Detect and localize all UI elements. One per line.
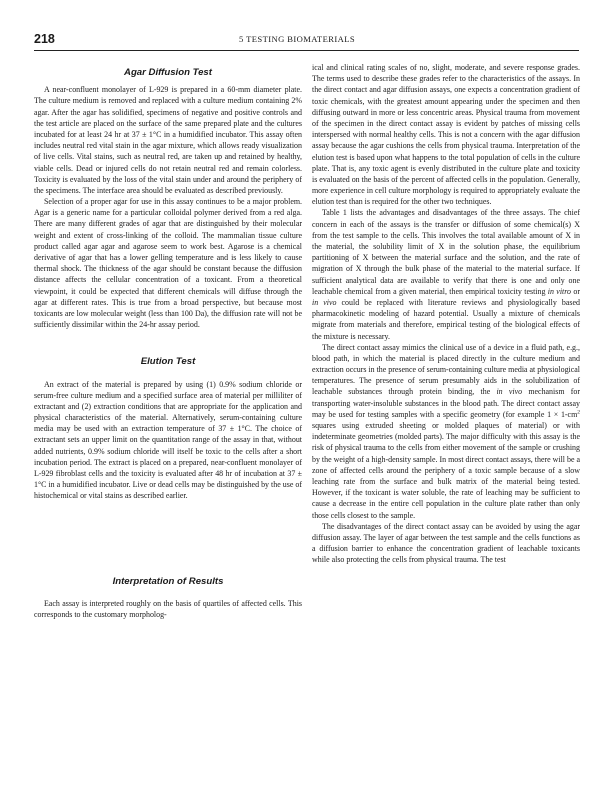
right-paragraph-2-text-b: could be replaced with literature reviews and physiologically based pharmacokinetic modeling of hazard potential. Usually a mixture of chemicals migrate from materials and therefore, empirical testing of the biological effects of the mixture is necessary. (312, 297, 580, 341)
right-paragraph-1: ical and clinical rating scales of no, slight, moderate, and severe response grades. The terms used to describe these grades refer to the characteristics of the assays. In the direct contact and agar diffusion assays, one expects a concentration gradient of toxic chemicals, with the greatest amount appearing under the specimen and then diffusing outward in more or less concentric areas. Physical trauma from movement of the specimen in the direct contact assay is evident by patches of missing cells interspersed with normal healthy cells. This is not a concern with the agar diffusion assay because the agar cushions the cells from physical trauma. Interpretation of the elution test is based upon what happens to the total population of cells in the culture plate. That is, any toxic agent is evenly distributed in the culture plate and toxicity is evaluated on the basis of the percent of affected cells in the population. Generally, more experience in cell culture morphology is required to appropriately evaluate the elution test than is required for the other two techniques. (312, 63, 580, 207)
header-rule (34, 50, 579, 51)
right-paragraph-2 (312, 207, 580, 341)
elution-paragraph: An extract of the material is prepared by using (1) 0.9% sodium chloride or serum-free culture medium and a specified surface area of material per milliliter of extractant and (2) extraction conditions that are appropriate for the application and physical characteristics of the material. Alternatively, serum-containing culture media may be used with an extraction temperature of 37 ± 1°C. The choice of extractant sets an upper limit on the quantitation range of the assay in that, without added nutrients, 0.9% sodium chloride will itself be toxic to the cells after a short incubation period. The extract is placed on a prepared, near-confluent monolayer of L-929 fibroblast cells and the toxicity is evaluated after 48 hr of incubation at 37 ± 1°C in a humidified incubator. Live or dead cells may be distinguished by the use of histochemical or vital stains as described earlier. (34, 379, 302, 501)
interpretation-heading: Interpretation of Results (112, 575, 224, 587)
right-column (312, 62, 580, 782)
left-column (34, 62, 302, 782)
page-header (34, 32, 579, 48)
right-paragraph-3-text-b: mechanism for transporting water-insoluble substances in the blood path. The direct contact assay may be used for testing samples with a specific geometry (for example 1 × 1-cm (312, 387, 580, 419)
page-number: 218 (34, 32, 55, 46)
running-head: 5 TESTING BIOMATERIALS (239, 34, 356, 44)
right-paragraph-3-text-c: squares using extruded sheeting or molded plaques of material) or with indeterminate geometries (molded parts). The major difficulty with this assay is the risk of physical trauma to the cells from either movement of the sample or crushing by the weight of a high-density sample. In most direct contact assays, there will be a zone of affected cells around the periphery of a toxic sample because of a slow leaching rate from the surface and bulk matrix of the material being tested. However, if the toxicant is water soluble, the rate of leaching may be sufficient to cause a decrease in the entire cell population in the culture plate rather than only those cells closest to the sample. (312, 421, 580, 520)
in-vivo-term: in vivo (312, 297, 337, 307)
agar-diffusion-heading: Agar Diffusion Test (124, 67, 212, 78)
right-paragraph-4: The disadvantages of the direct contact assay can be avoided by using the agar diffusion assay. The layer of agar between the test sample and the cells functions as a diffusion barrier to enhance the concentration gradient of leachable toxicants while also protecting the cells from physical trauma. The test (312, 521, 580, 565)
agar-paragraph-1: A near-confluent monolayer of L-929 is prepared in a 60-mm diameter plate. The culture medium is removed and replaced with a culture medium containing 2% agar. After the agar has solidified, specimens of negative and positive controls and the test article are placed on the surface of the same prepared plate and the cultures incubated for at least 24 hr at 37 ± 1°C in a humidified incubator. This assay often includes neutral red vital stain in the agar mixture, which allows ready visualization of live cells. Vital stains, such as neutral red, are taken up and retained by healthy, viable cells. Dead or injured cells do not retain neutral red and remain colorless. Toxicity is evaluated by the loss of the vital stain under and around the periphery of the specimens. The interface area should be evaluated as described previously. (34, 85, 302, 195)
right-paragraph-2-text-a: Table 1 lists the advantages and disadvantages of the three assays. The chief concern in each of the assays is the transfer or diffusion of some chemical(s) X from the test sample to the cells. This involves the total available amount of X in the material, the solubility limit of X in the solution phase, the equilibrium partitioning of X between the material surface and the solution, and the rate of migration of X through the bulk phase of the material to the material surface. If sufficient analytical data are available to verify that there is one and only one leachable chemical from a given material, then empirical toxicity testing (312, 208, 580, 296)
in-vivo-term-2: in vivo (496, 387, 523, 397)
agar-paragraph-2: Selection of a proper agar for use in this assay continues to be a major problem. Agar is a generic name for a particular colloidal polymer derived from a red alga. There are many different grades of agar that are distinguished by their molecular weight and extent of cross-linking of the colloid. The mammalian tissue culture product called agar agar and agarose seem to work best. Agarose is a chemical derivative of agar that has a lower gelling temperature and is less likely to cause thermal shock. The thickness of the agar should be constant because the diffusion distance affects the cellular concentration of a toxicant. From a theoretical viewpoint, it could be expected that different chemicals will diffuse through the agar at different rates. This is true from a broad perspective, but because most toxicants are low molecular weight (less than 100 Da), the diffusion rate will not be sufficiently dissimilar within the 24-hr assay period. (34, 197, 302, 330)
right-paragraph-2-or: or (571, 286, 580, 296)
right-paragraph-3-text-a: The direct contact assay mimics the clinical use of a device in a fluid path, e.g., blood path, in which the material is placed directly in the culture medium and extraction occurs in the presence of serum-containing culture media at physiological temperatures. The presence of serum presumably aids in the solubilization of leachable substances through protein binding, the (312, 342, 581, 397)
interpretation-paragraph: Each assay is interpreted roughly on the basis of quartiles of affected cells. This corresponds to the customary morpholog- (34, 598, 302, 619)
right-paragraph-3 (312, 342, 580, 521)
in-vitro-term: in vitro (547, 286, 572, 296)
superscript-2: 2 (577, 409, 580, 416)
elution-heading: Elution Test (140, 356, 196, 368)
